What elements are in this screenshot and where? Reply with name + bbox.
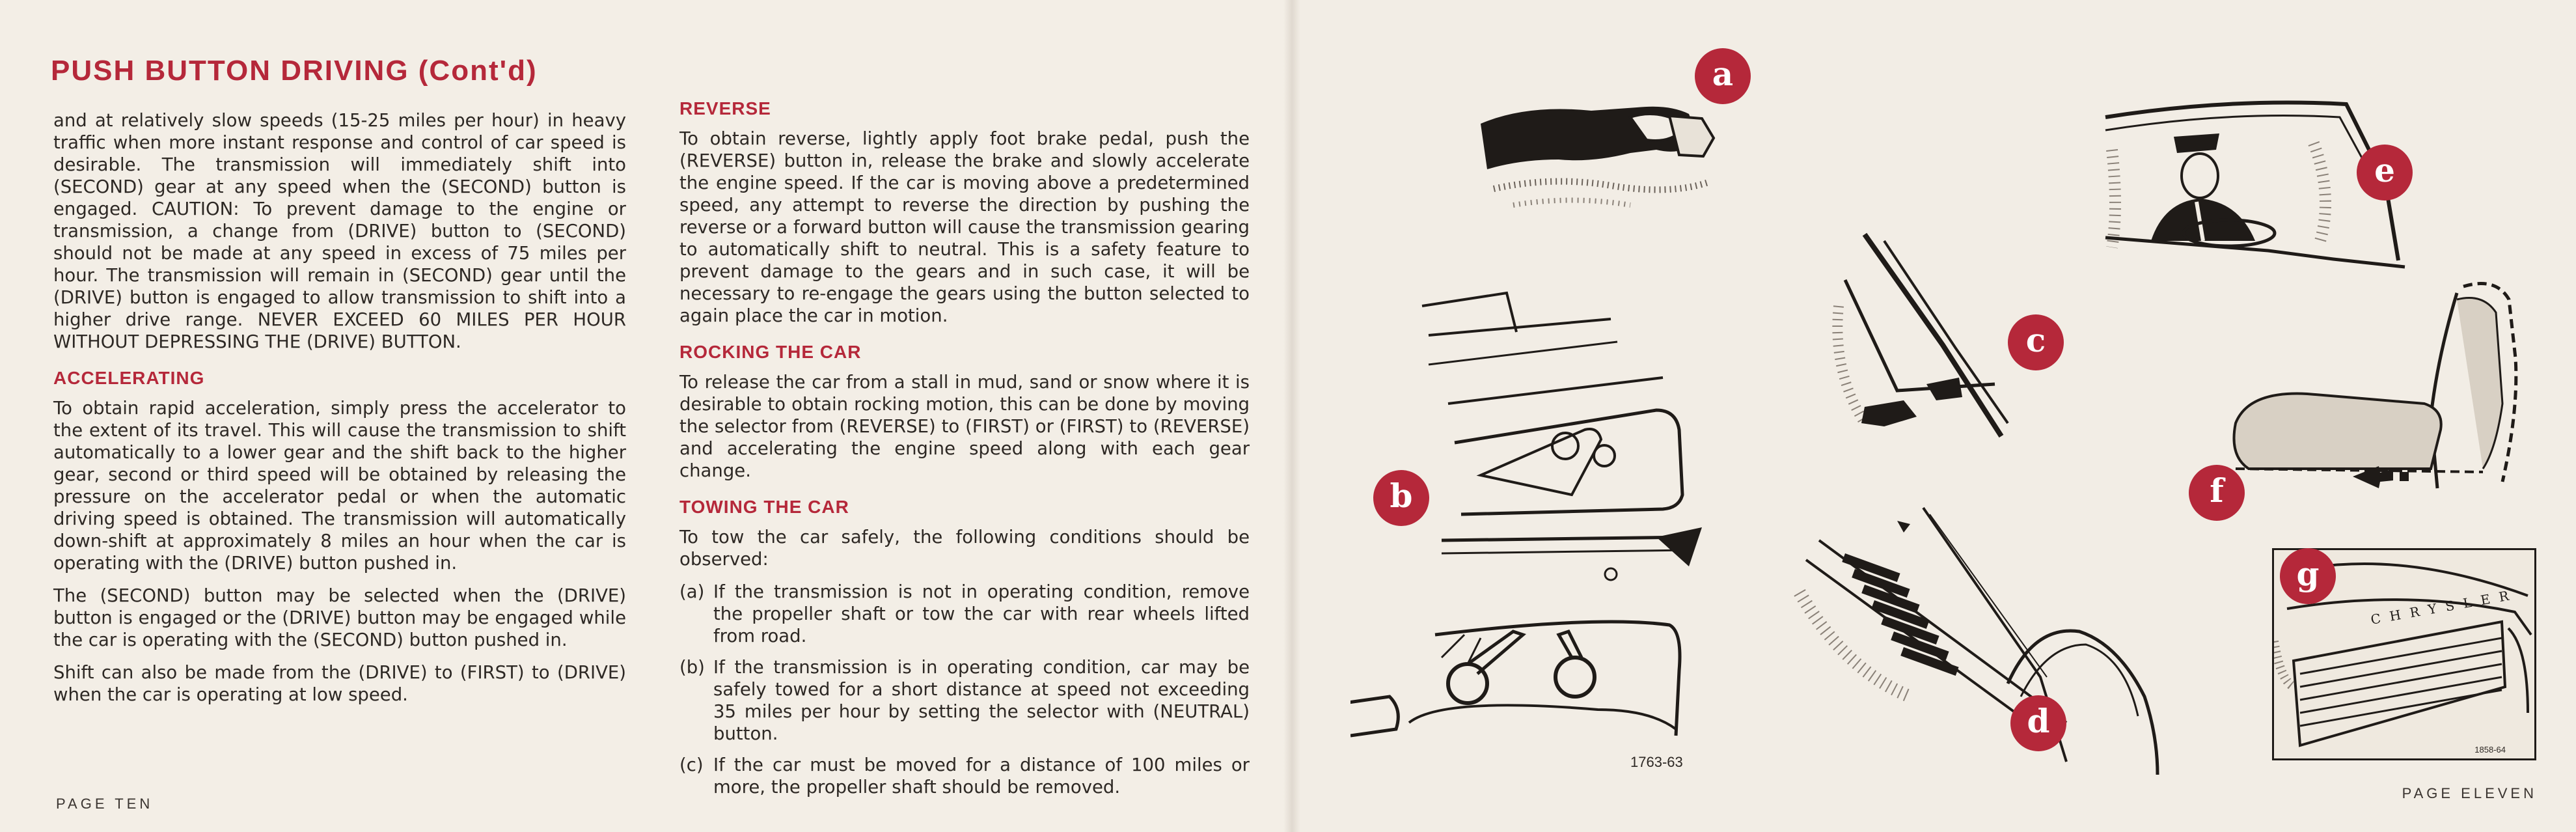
- illustration-marker-a: a: [1695, 48, 1751, 104]
- paragraph: To obtain reverse, lightly apply foot brake pedal, push the (REVERSE) button in, release the brake and slowly accelerate the engine speed. If the car is moving above a predetermined speed, any attempt to reverse the direction by pushing the reverse or a forward button will cause the transmission gearing to automatically shift to neutral. This is a safety feature to prevent damage to the gears and in such case, it will be necessary to re-engage the gears using the button selected to again place the car in motion.: [679, 128, 1250, 326]
- list-text: If the car must be moved for a distance of 100 miles or more, the propeller shaft should be removed.: [713, 755, 1250, 797]
- text-column-2: [679, 98, 1250, 807]
- section-heading-reverse: REVERSE: [679, 98, 771, 118]
- list-marker: (c): [679, 755, 704, 775]
- paragraph: To release the car from a stall in mud, sand or snow where it is desirable to obtain rocking motion, this can be done by moving the selector from (REVERSE) to (FIRST) or (FIRST) to (REVERSE) and accelerating the engine speed along with each gear change.: [679, 372, 1250, 481]
- illustration-marker-c: c: [2008, 314, 2064, 370]
- figure-code: 1763-63: [1630, 754, 1683, 770]
- illustration-marker-g: g: [2280, 548, 2336, 604]
- list-text: If the transmission is in operating condition, car may be safely towed for a short distance at speed not exceeding 35 miles per hour by setting the selector with (NEUTRAL) button.: [713, 657, 1250, 744]
- list-item: [679, 754, 1250, 798]
- paragraph: To tow the car safely, the following conditions should be observed:: [679, 527, 1250, 570]
- page-number-label: PAGE ELEVEN: [2402, 785, 2537, 801]
- cowl-vent-illustration: [1793, 501, 2197, 788]
- paragraph: To obtain rapid acceleration, simply press the accelerator to the extent of its travel. This will cause the transmission to shift automatically to a lower gear and the shift back to the higher gear, second or third speed will be obtained by releasing the pressure on the accelerator pedal or when the automatic driving speed is obtained. The transmission will automatically down-shift at approximately 8 miles an hour when the car is operating with the (DRIVE) button pushed in.: [53, 398, 626, 574]
- illustration-marker-e: e: [2357, 145, 2413, 201]
- grille-lettering: CHRYSLER: [2369, 586, 2519, 628]
- seat-adjust-illustration: [2223, 273, 2555, 508]
- section-heading-accelerating: ACCELERATING: [53, 368, 205, 388]
- right-page: [1292, 0, 2576, 832]
- page-number-label: PAGE TEN: [56, 796, 154, 812]
- list-item: [679, 581, 1250, 647]
- text-column-1: [53, 109, 626, 716]
- list-marker: (a): [679, 581, 705, 602]
- paragraph: Shift can also be made from the (DRIVE) to (FIRST) to (DRIVE) when the car is operating at low speed.: [53, 662, 626, 705]
- list-text: If the transmission is not in operating condition, remove the propeller shaft or tow the car with rear wheels lifted from road.: [713, 581, 1250, 646]
- section-heading-towing: TOWING THE CAR: [679, 497, 849, 517]
- section-heading-rocking: ROCKING THE CAR: [679, 342, 862, 362]
- figure-code: 1858-64: [2474, 745, 2506, 755]
- paragraph: The (SECOND) button may be selected when the (DRIVE) button is engaged or the (DRIVE) button may be engaged while the car is operating with the (SECOND) button pushed in.: [53, 585, 626, 650]
- hood-release-illustration: [1474, 78, 1747, 221]
- illustration-marker-f: f: [2189, 465, 2245, 521]
- page-title: PUSH BUTTON DRIVING (Cont'd): [51, 55, 538, 87]
- illustration-marker-b: b: [1373, 470, 1429, 526]
- book-gutter: [1283, 0, 1300, 832]
- illustration-marker-d: d: [2010, 695, 2066, 751]
- list-item: [679, 656, 1250, 745]
- list-marker: (b): [679, 657, 705, 678]
- paragraph: and at relatively slow speeds (15-25 miles per hour) in heavy traffic when more instant response and control of car speed is desirable. The transmission will immediately shift into (SECOND) gear at any speed when the (SECOND) button is engaged. CAUTION: To prevent damage to the engine or transmission, a change from (DRIVE) button to (SECOND) should not be made at any speed in excess of 75 miles per hour. The transmission will remain in (SECOND) gear until the (DRIVE) button is engaged to allow transmission to shift into a higher drive range. NEVER EXCEED 60 MILES PER HOUR WITHOUT DEPRESSING THE (DRIVE) BUTTON.: [53, 110, 626, 352]
- door-panel-illustration: [1350, 280, 1754, 775]
